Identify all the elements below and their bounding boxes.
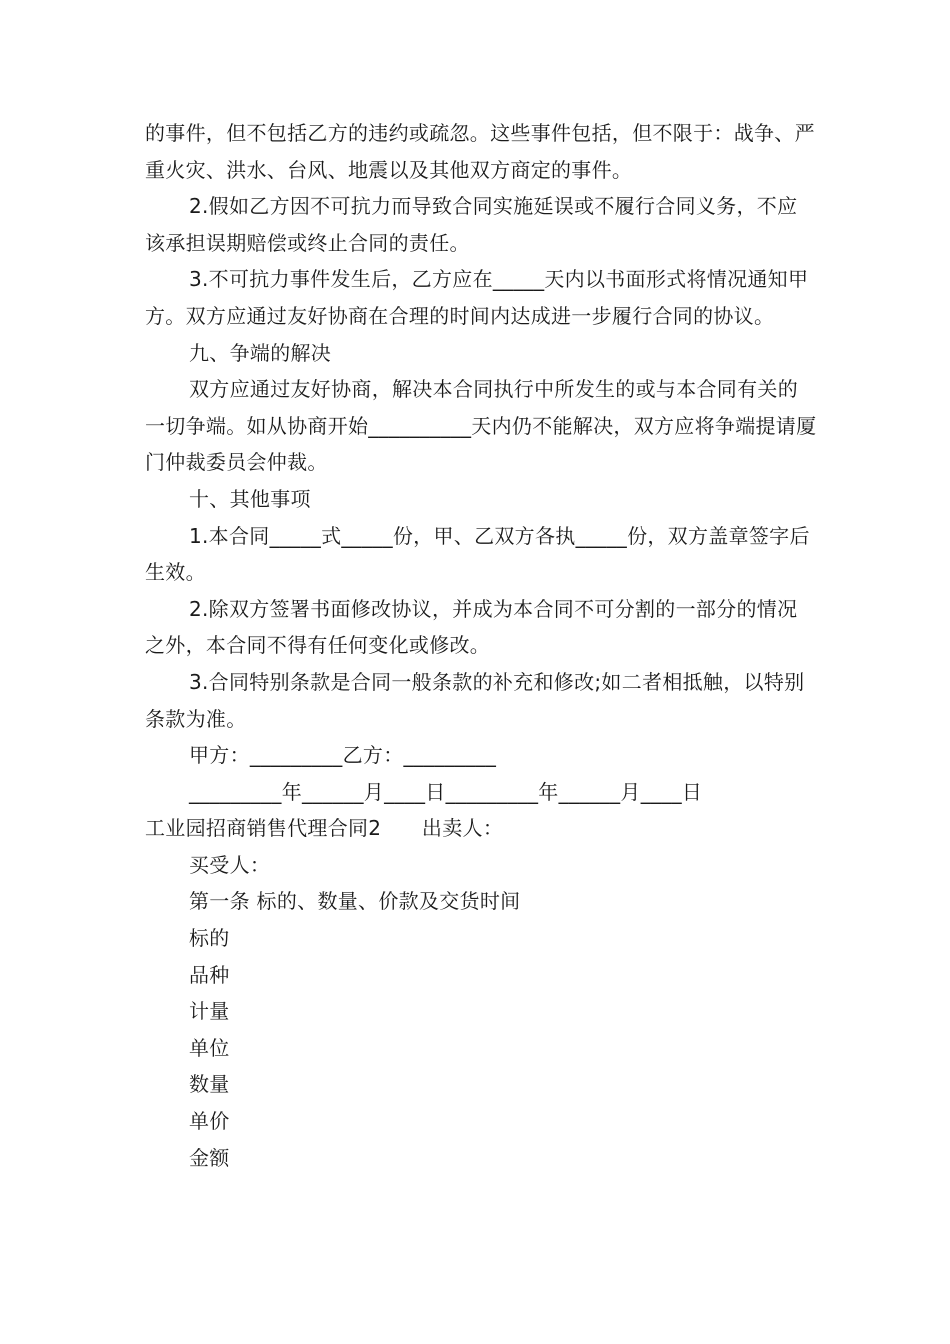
next-contract-title: 工业园招商销售代理合同2 出卖人：	[145, 816, 504, 841]
column-label: 单位	[189, 1035, 230, 1060]
column-label: 数量	[189, 1072, 230, 1097]
date-line: _________年______月____日_________年______月____日	[189, 779, 703, 804]
paragraph-dispute: 双方应通过友好协商，解决本合同执行中所发生的或与本合同有关的一切争端。如从协商开始__________天内仍不能解决，双方应将争端提请厦门仲裁委员会仲裁。	[145, 377, 817, 475]
article-1-heading: 第一条 标的、数量、价款及交货时间	[189, 889, 521, 914]
column-label: 计量	[189, 999, 230, 1024]
column-label: 单价	[189, 1109, 230, 1134]
paragraph-force-majeure-2: 2.假如乙方因不可抗力而导致合同实施延误或不履行合同义务，不应该承担误期赔偿或终止合同的责任。	[145, 194, 798, 255]
paragraph-other-1: 1.本合同_____式_____份，甲、乙双方各执_____份，双方盖章签字后生效。	[145, 523, 810, 585]
section-heading-dispute: 九、争端的解决	[189, 340, 332, 365]
column-label: 标的	[189, 926, 230, 951]
signature-line: 甲方：_________乙方：_________	[189, 743, 497, 768]
column-label: 金额	[189, 1145, 230, 1170]
section-heading-other: 十、其他事项	[189, 486, 311, 511]
paragraph-other-2: 2.除双方签署书面修改协议，并成为本合同不可分割的一部分的情况之外，本合同不得有任何变化或修改。	[145, 596, 798, 658]
paragraph-other-3: 3.合同特别条款是合同一般条款的补充和修改;如二者相抵触，以特别条款为准。	[145, 669, 805, 731]
buyer-label: 买受人：	[189, 852, 271, 877]
paragraph-force-majeure-3: 3.不可抗力事件发生后，乙方应在_____天内以书面形式将情况通知甲方。双方应通过友好协商在合理的时间内达成进一步履行合同的协议。	[145, 267, 809, 328]
paragraph-force-majeure-scope: 的事件，但不包括乙方的违约或疏忽。这些事件包括，但不限于：战争、严重火灾、洪水、台风、地震以及其他双方商定的事件。	[145, 121, 815, 182]
column-label: 品种	[189, 962, 230, 987]
document-page	[145, 115, 817, 1176]
